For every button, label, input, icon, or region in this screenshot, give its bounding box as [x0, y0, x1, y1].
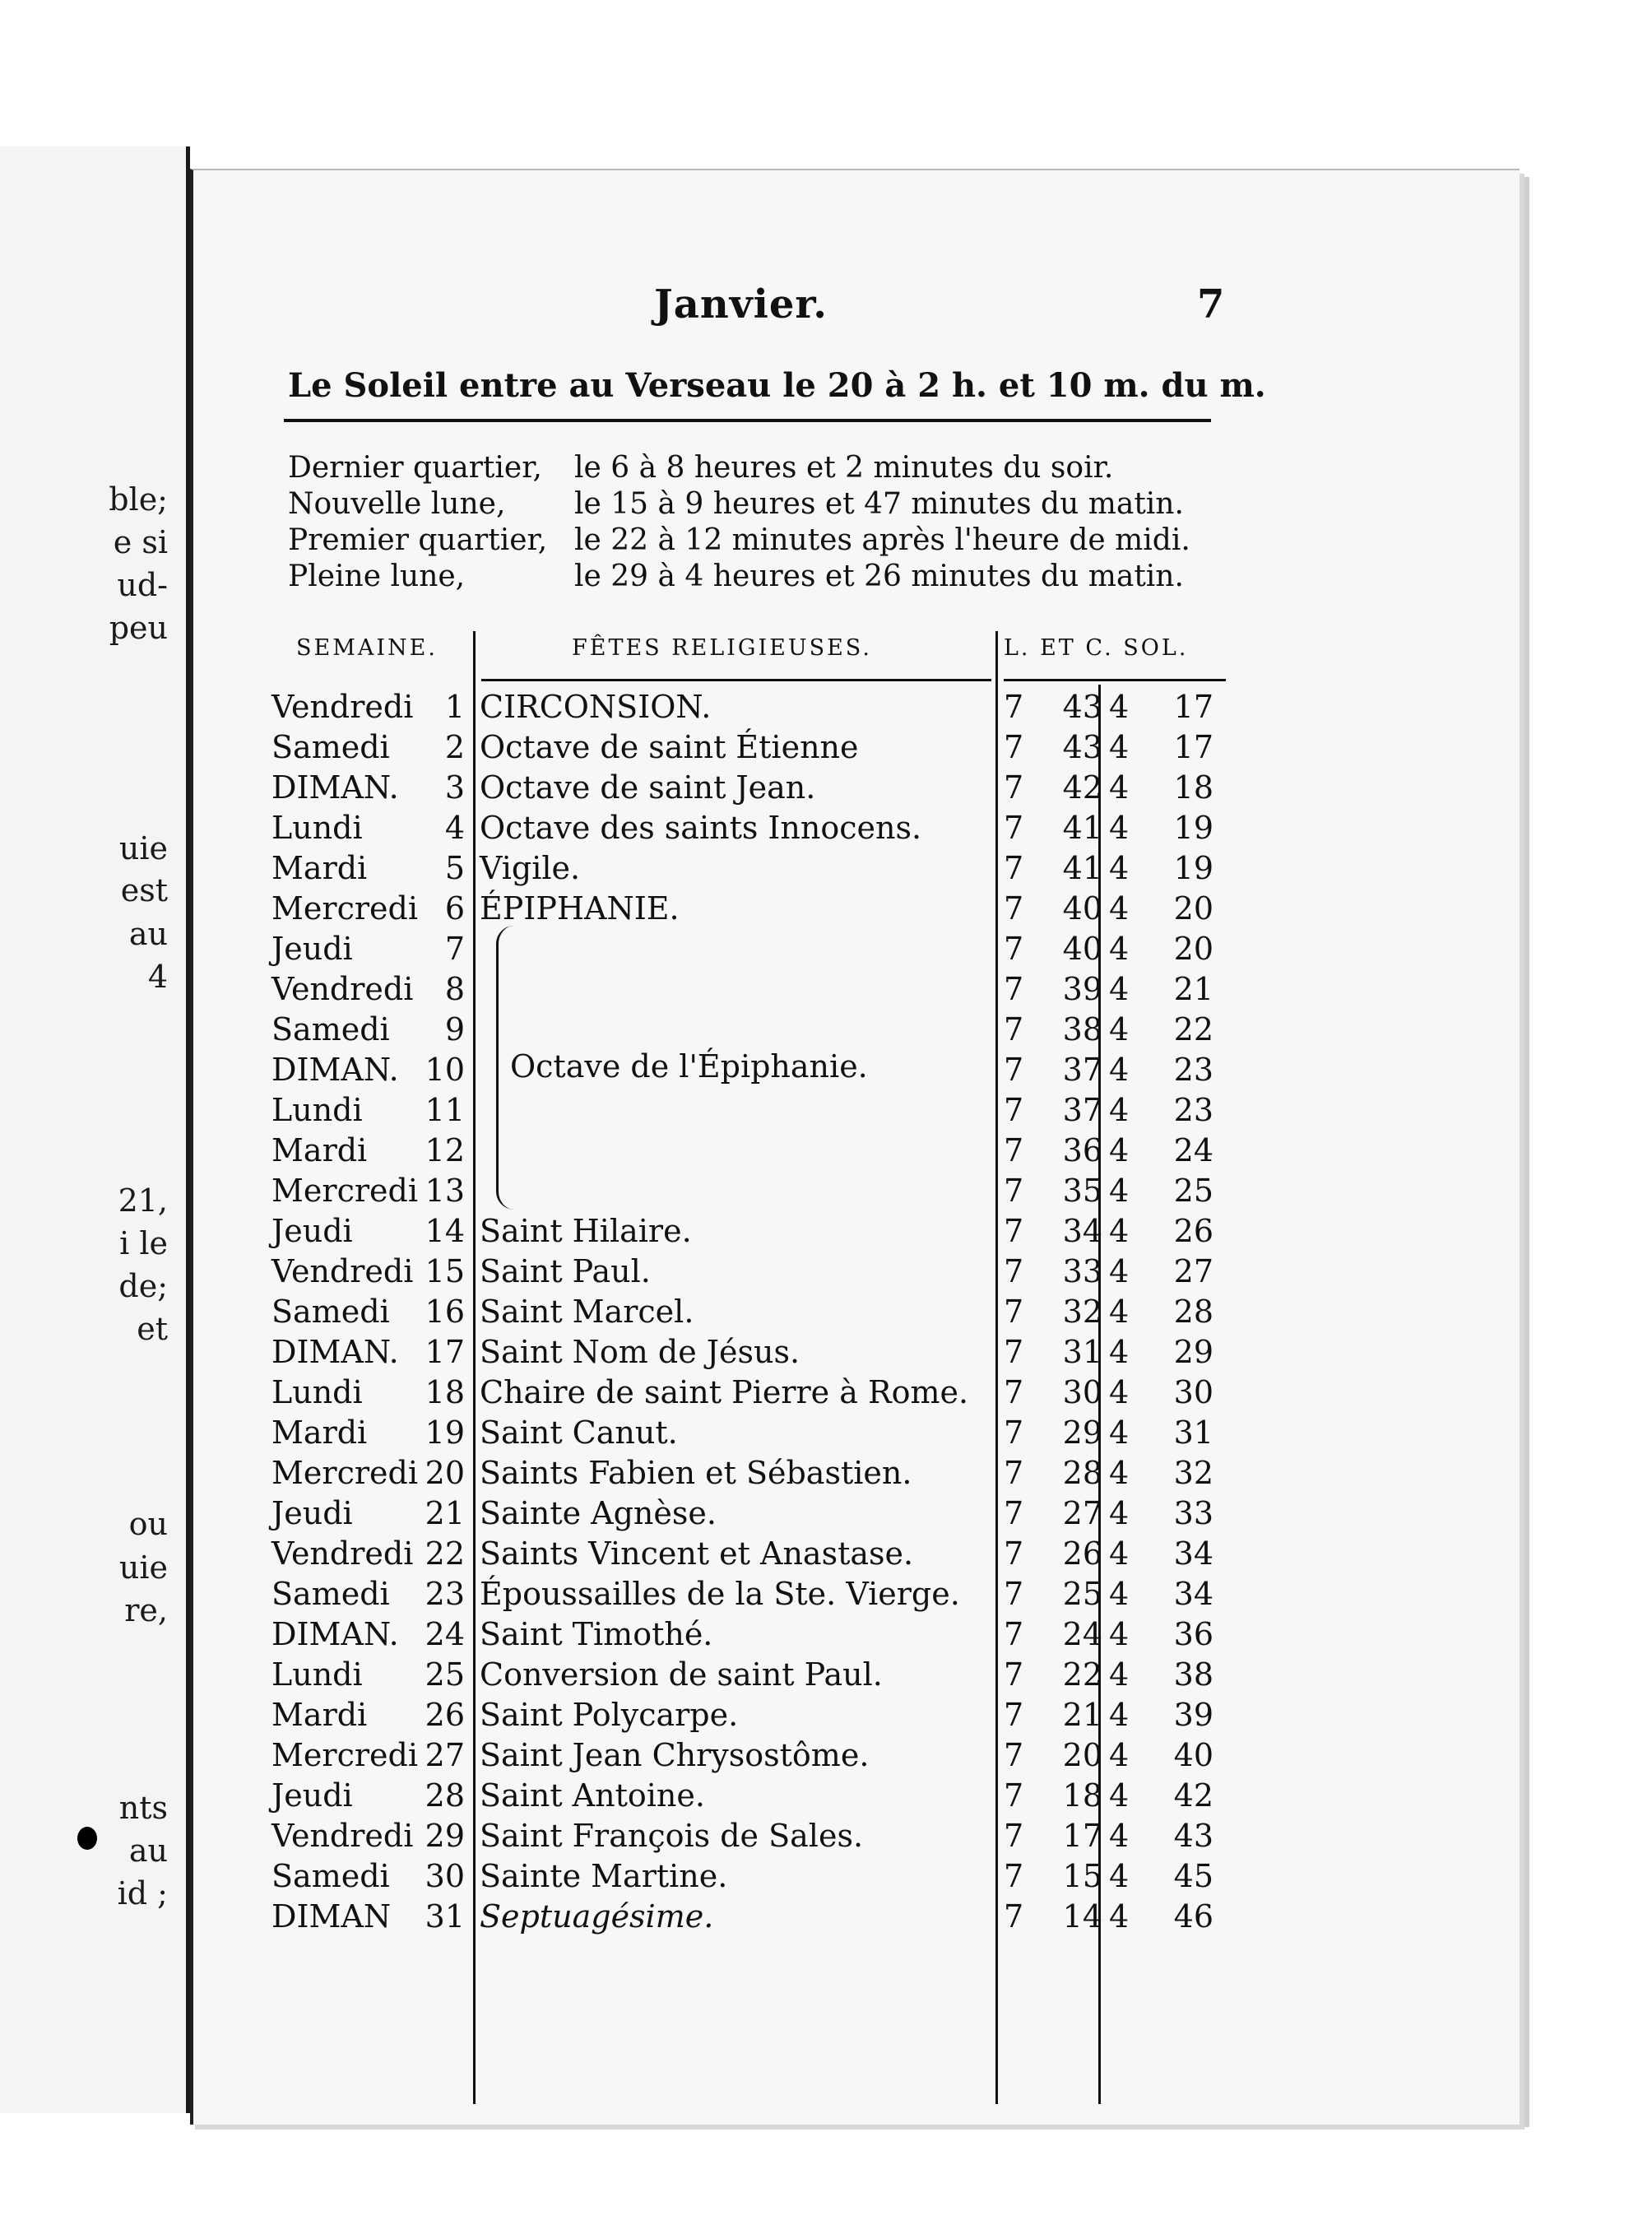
left-page-text: 21, [118, 1182, 168, 1219]
sunrise-hour-cell: 7 [1004, 1173, 1024, 1209]
sunset-minute-cell: 34 [1173, 1535, 1213, 1572]
sunset-hour-cell: 4 [1109, 1777, 1130, 1814]
feast-cell: Chaire de saint Pierre à Rome. [480, 1374, 969, 1410]
table-row [193, 1493, 1263, 1534]
table-row [193, 1897, 1263, 1937]
table-row [193, 727, 1263, 768]
table-row [193, 1655, 1263, 1695]
sunset-minute-cell: 23 [1173, 1052, 1213, 1088]
date-cell: 1 [444, 689, 465, 725]
sunrise-minute-cell: 39 [1062, 971, 1102, 1007]
sunset-minute-cell: 39 [1173, 1697, 1213, 1733]
sunset-hour-cell: 4 [1109, 850, 1130, 886]
sunset-minute-cell: 20 [1173, 890, 1213, 927]
day-cell: Vendredi [271, 1818, 414, 1854]
table-row [193, 1090, 1263, 1131]
sunrise-hour-cell: 7 [1004, 1576, 1024, 1612]
day-cell: Mardi [271, 1697, 368, 1733]
left-page-text: est [120, 872, 168, 908]
sunrise-hour-cell: 7 [1004, 890, 1024, 927]
header-sol: L. ET C. SOL. [1004, 635, 1189, 661]
sunset-minute-cell: 33 [1173, 1495, 1213, 1531]
sunrise-hour-cell: 7 [1004, 1777, 1024, 1814]
sunset-hour-cell: 4 [1109, 1858, 1130, 1894]
sunrise-hour-cell: 7 [1004, 1495, 1024, 1531]
feast-cell: Saint Nom de Jésus. [480, 1334, 800, 1370]
date-cell: 14 [425, 1213, 465, 1249]
day-cell: Jeudi [271, 1213, 353, 1249]
date-cell: 29 [425, 1818, 465, 1854]
sunset-hour-cell: 4 [1109, 1294, 1130, 1330]
sunset-minute-cell: 36 [1173, 1616, 1213, 1652]
table-row [193, 1252, 1263, 1292]
sunrise-minute-cell: 34 [1062, 1213, 1102, 1249]
sunset-minute-cell: 26 [1173, 1213, 1213, 1249]
feast-cell: Sainte Agnèse. [480, 1495, 717, 1531]
sunrise-hour-cell: 7 [1004, 1294, 1024, 1330]
sunrise-hour-cell: 7 [1004, 810, 1024, 846]
sunset-minute-cell: 31 [1173, 1414, 1213, 1451]
feast-cell: Conversion de saint Paul. [480, 1656, 883, 1693]
feast-cell: Saint François de Sales. [480, 1818, 864, 1854]
day-cell: DIMAN. [271, 1616, 399, 1652]
page-title: Janvier. [654, 281, 828, 327]
feast-cell: Époussailles de la Ste. Vierge. [480, 1576, 960, 1612]
date-cell: 8 [444, 971, 465, 1007]
sunset-hour-cell: 4 [1109, 1535, 1130, 1572]
table-row [193, 1413, 1263, 1453]
moon-phase-text: le 6 à 8 heures et 2 minutes du soir. [574, 451, 1114, 485]
table-row [193, 687, 1263, 727]
sunset-hour-cell: 4 [1109, 1616, 1130, 1652]
sunrise-hour-cell: 7 [1004, 1898, 1024, 1935]
sunrise-hour-cell: 7 [1004, 1374, 1024, 1410]
left-page-text: 4 [147, 959, 168, 995]
date-cell: 22 [425, 1535, 465, 1572]
sunset-hour-cell: 4 [1109, 1737, 1130, 1773]
day-cell: Lundi [271, 1374, 363, 1410]
sunrise-hour-cell: 7 [1004, 971, 1024, 1007]
left-page-text: uie [118, 1549, 168, 1586]
date-cell: 19 [425, 1414, 465, 1451]
sunrise-minute-cell: 41 [1062, 850, 1102, 886]
date-cell: 27 [425, 1737, 465, 1773]
sunset-hour-cell: 4 [1109, 931, 1130, 967]
sunset-hour-cell: 4 [1109, 1697, 1130, 1733]
date-cell: 23 [425, 1576, 465, 1612]
sunrise-hour-cell: 7 [1004, 1697, 1024, 1733]
header-rule [1004, 679, 1226, 681]
sunset-minute-cell: 19 [1173, 810, 1213, 846]
feast-cell: Saints Fabien et Sébastien. [480, 1455, 912, 1491]
sunset-hour-cell: 4 [1109, 1576, 1130, 1612]
feast-cell: Saint Paul. [480, 1253, 651, 1289]
date-cell: 21 [425, 1495, 465, 1531]
date-cell: 3 [444, 769, 465, 806]
sunset-minute-cell: 34 [1173, 1576, 1213, 1612]
sunset-hour-cell: 4 [1109, 1656, 1130, 1693]
feast-cell: Octave de saint Jean. [480, 769, 816, 806]
date-cell: 9 [444, 1011, 465, 1047]
table-row [193, 1574, 1263, 1614]
moon-phase-text: le 15 à 9 heures et 47 minutes du matin. [574, 487, 1184, 521]
left-page-text: ud- [117, 567, 168, 603]
date-cell: 2 [444, 729, 465, 765]
sunset-hour-cell: 4 [1109, 1818, 1130, 1854]
sunrise-minute-cell: 40 [1062, 931, 1102, 967]
sunset-hour-cell: 4 [1109, 1011, 1130, 1047]
day-cell: Mercredi [271, 1455, 418, 1491]
day-cell: DIMAN. [271, 1334, 399, 1370]
feast-cell: Octave des saints Innocens. [480, 810, 922, 846]
sunset-hour-cell: 4 [1109, 1253, 1130, 1289]
date-cell: 30 [425, 1858, 465, 1894]
day-cell: Vendredi [271, 971, 414, 1007]
sunrise-hour-cell: 7 [1004, 769, 1024, 806]
table-row [193, 1292, 1263, 1332]
sunset-minute-cell: 18 [1173, 769, 1213, 806]
left-page-text: i le [119, 1225, 168, 1261]
day-cell: DIMAN [271, 1898, 392, 1935]
sunset-hour-cell: 4 [1109, 769, 1130, 806]
left-page-text: de; [118, 1268, 168, 1304]
sunset-minute-cell: 27 [1173, 1253, 1213, 1289]
feast-cell: Octave de saint Étienne [480, 729, 859, 765]
feast-cell: Saint Polycarpe. [480, 1697, 739, 1733]
octave-label: Octave de l'Épiphanie. [510, 1048, 868, 1085]
feast-cell: CIRCONSION. [480, 689, 712, 725]
sunrise-hour-cell: 7 [1004, 1737, 1024, 1773]
sunset-minute-cell: 17 [1173, 729, 1213, 765]
ink-blot [77, 1827, 97, 1850]
day-cell: DIMAN. [271, 1052, 399, 1088]
day-cell: Lundi [271, 1656, 363, 1693]
sunset-minute-cell: 38 [1173, 1656, 1213, 1693]
sunset-hour-cell: 4 [1109, 1052, 1130, 1088]
left-page-text: uie [118, 830, 168, 866]
moon-phase-row [288, 560, 1184, 593]
date-cell: 5 [444, 850, 465, 886]
table-row [193, 1332, 1263, 1373]
moon-phase-row [288, 524, 1190, 557]
date-cell: 6 [444, 890, 465, 927]
sunrise-hour-cell: 7 [1004, 1656, 1024, 1693]
day-cell: DIMAN. [271, 769, 399, 806]
moon-phase-name: Premier quartier, [288, 523, 548, 557]
moon-phase-name: Nouvelle lune, [288, 487, 506, 521]
sunrise-hour-cell: 7 [1004, 729, 1024, 765]
date-cell: 26 [425, 1697, 465, 1733]
sunrise-hour-cell: 7 [1004, 1455, 1024, 1491]
sunset-minute-cell: 46 [1173, 1898, 1213, 1935]
date-cell: 16 [425, 1294, 465, 1330]
sunset-minute-cell: 21 [1173, 971, 1213, 1007]
left-page-text: nts [118, 1790, 168, 1826]
sunrise-minute-cell: 17 [1062, 1818, 1102, 1854]
day-cell: Jeudi [271, 1777, 353, 1814]
page-number: 7 [1197, 281, 1225, 327]
table-row [193, 1131, 1263, 1171]
sunset-hour-cell: 4 [1109, 1213, 1130, 1249]
sunrise-hour-cell: 7 [1004, 1334, 1024, 1370]
sunrise-minute-cell: 28 [1062, 1455, 1102, 1491]
sunset-hour-cell: 4 [1109, 1898, 1130, 1935]
left-page-text: re, [124, 1592, 168, 1628]
sunset-hour-cell: 4 [1109, 1334, 1130, 1370]
table-row [193, 1534, 1263, 1574]
feast-cell: Saint Hilaire. [480, 1213, 692, 1249]
date-cell: 17 [425, 1334, 465, 1370]
header-fetes: FÊTES RELIGIEUSES. [572, 635, 872, 661]
table-row [193, 1776, 1263, 1816]
table-row [193, 889, 1263, 929]
table-row [193, 1614, 1263, 1655]
date-cell: 24 [425, 1616, 465, 1652]
day-cell: Mercredi [271, 890, 418, 927]
sunrise-minute-cell: 27 [1062, 1495, 1102, 1531]
sunrise-hour-cell: 7 [1004, 1213, 1024, 1249]
sunrise-minute-cell: 21 [1062, 1697, 1102, 1733]
sunset-minute-cell: 42 [1173, 1777, 1213, 1814]
table-row [193, 1373, 1263, 1413]
sunset-hour-cell: 4 [1109, 1132, 1130, 1168]
day-cell: Vendredi [271, 689, 414, 725]
feast-cell: Saints Vincent et Anastase. [480, 1535, 914, 1572]
table-row [193, 1171, 1263, 1211]
day-cell: Vendredi [271, 1535, 414, 1572]
sunrise-minute-cell: 14 [1062, 1898, 1102, 1935]
day-cell: Lundi [271, 810, 363, 846]
table-row [193, 808, 1263, 848]
sunset-minute-cell: 17 [1173, 689, 1213, 725]
table-row [193, 848, 1263, 889]
sunrise-minute-cell: 30 [1062, 1374, 1102, 1410]
table-row [193, 1816, 1263, 1856]
sunrise-minute-cell: 33 [1062, 1253, 1102, 1289]
moon-phase-text: le 22 à 12 minutes après l'heure de midi. [574, 523, 1190, 557]
sunset-hour-cell: 4 [1109, 1414, 1130, 1451]
left-page-text: id ; [117, 1875, 168, 1911]
sunrise-hour-cell: 7 [1004, 1858, 1024, 1894]
header-semaine: SEMAINE. [296, 635, 438, 661]
table-row [193, 1010, 1263, 1050]
sunrise-minute-cell: 41 [1062, 810, 1102, 846]
left-page-text: au [128, 916, 168, 952]
sunrise-hour-cell: 7 [1004, 1092, 1024, 1128]
sunrise-minute-cell: 26 [1062, 1535, 1102, 1572]
sunset-hour-cell: 4 [1109, 1455, 1130, 1491]
almanac-page [190, 169, 1520, 2125]
left-page-text: e si [113, 524, 168, 560]
date-cell: 31 [425, 1898, 465, 1935]
table-row [193, 1735, 1263, 1776]
feast-cell: Saint Jean Chrysostôme. [480, 1737, 870, 1773]
sunrise-hour-cell: 7 [1004, 931, 1024, 967]
sunset-hour-cell: 4 [1109, 1374, 1130, 1410]
sunrise-hour-cell: 7 [1004, 1132, 1024, 1168]
feast-cell: Saint Marcel. [480, 1294, 694, 1330]
sunrise-minute-cell: 24 [1062, 1616, 1102, 1652]
sunrise-minute-cell: 42 [1062, 769, 1102, 806]
sunrise-hour-cell: 7 [1004, 1052, 1024, 1088]
sunset-minute-cell: 32 [1173, 1455, 1213, 1491]
sunrise-hour-cell: 7 [1004, 1011, 1024, 1047]
moon-phase-name: Pleine lune, [288, 560, 466, 593]
sunrise-minute-cell: 15 [1062, 1858, 1102, 1894]
sunrise-hour-cell: 7 [1004, 1535, 1024, 1572]
sunset-hour-cell: 4 [1109, 810, 1130, 846]
feast-cell: Saint Canut. [480, 1414, 678, 1451]
sunrise-minute-cell: 38 [1062, 1011, 1102, 1047]
date-cell: 18 [425, 1374, 465, 1410]
sunrise-minute-cell: 35 [1062, 1173, 1102, 1209]
date-cell: 10 [425, 1052, 465, 1088]
table-row [193, 1695, 1263, 1735]
sunrise-minute-cell: 25 [1062, 1576, 1102, 1612]
date-cell: 28 [425, 1777, 465, 1814]
day-cell: Mardi [271, 1132, 368, 1168]
date-cell: 4 [444, 810, 465, 846]
moon-phase-row [288, 452, 1113, 485]
sunrise-minute-cell: 32 [1062, 1294, 1102, 1330]
sunset-minute-cell: 19 [1173, 850, 1213, 886]
sunset-hour-cell: 4 [1109, 1173, 1130, 1209]
feast-cell: Saint Timothé. [480, 1616, 713, 1652]
sunset-minute-cell: 20 [1173, 931, 1213, 967]
feast-cell: Saint Antoine. [480, 1777, 705, 1814]
day-cell: Jeudi [271, 931, 353, 967]
table-row [193, 1453, 1263, 1493]
sunrise-hour-cell: 7 [1004, 1253, 1024, 1289]
sunset-hour-cell: 4 [1109, 971, 1130, 1007]
sunrise-minute-cell: 43 [1062, 689, 1102, 725]
sunset-minute-cell: 24 [1173, 1132, 1213, 1168]
sunset-hour-cell: 4 [1109, 729, 1130, 765]
sunrise-hour-cell: 7 [1004, 689, 1024, 725]
sun-entry-line: Le Soleil entre au Verseau le 20 à 2 h. et 10 m. du m. [288, 366, 1266, 405]
sunrise-hour-cell: 7 [1004, 1414, 1024, 1451]
sunset-minute-cell: 29 [1173, 1334, 1213, 1370]
moon-phase-text: le 29 à 4 heures et 26 minutes du matin. [574, 560, 1184, 593]
sunset-minute-cell: 25 [1173, 1173, 1213, 1209]
sunset-minute-cell: 43 [1173, 1818, 1213, 1854]
day-cell: Mardi [271, 1414, 368, 1451]
header-rule [481, 679, 991, 681]
date-cell: 7 [444, 931, 465, 967]
day-cell: Mardi [271, 850, 368, 886]
day-cell: Samedi [271, 1294, 390, 1330]
feast-cell: Sainte Martine. [480, 1858, 728, 1894]
feast-cell: Septuagésime. [480, 1898, 714, 1935]
left-page-text: au [128, 1832, 168, 1869]
sunset-minute-cell: 23 [1173, 1092, 1213, 1128]
sunset-hour-cell: 4 [1109, 689, 1130, 725]
day-cell: Mercredi [271, 1173, 418, 1209]
sunrise-minute-cell: 29 [1062, 1414, 1102, 1451]
moon-phase-row [288, 488, 1184, 521]
date-cell: 25 [425, 1656, 465, 1693]
day-cell: Vendredi [271, 1253, 414, 1289]
day-cell: Samedi [271, 1576, 390, 1612]
sunrise-hour-cell: 7 [1004, 1616, 1024, 1652]
sunrise-hour-cell: 7 [1004, 1818, 1024, 1854]
date-cell: 13 [425, 1173, 465, 1209]
date-cell: 20 [425, 1455, 465, 1491]
sunrise-minute-cell: 43 [1062, 729, 1102, 765]
sunrise-minute-cell: 18 [1062, 1777, 1102, 1814]
day-cell: Lundi [271, 1092, 363, 1128]
sunset-hour-cell: 4 [1109, 890, 1130, 927]
sunrise-minute-cell: 40 [1062, 890, 1102, 927]
day-cell: Mercredi [271, 1737, 418, 1773]
sunset-minute-cell: 45 [1173, 1858, 1213, 1894]
sunrise-minute-cell: 20 [1062, 1737, 1102, 1773]
sunset-minute-cell: 30 [1173, 1374, 1213, 1410]
sunrise-minute-cell: 22 [1062, 1656, 1102, 1693]
sunrise-minute-cell: 36 [1062, 1132, 1102, 1168]
day-cell: Samedi [271, 1858, 390, 1894]
sunset-minute-cell: 40 [1173, 1737, 1213, 1773]
table-row [193, 969, 1263, 1010]
day-cell: Samedi [271, 729, 390, 765]
table-row [193, 1211, 1263, 1252]
day-cell: Jeudi [271, 1495, 353, 1531]
sunset-hour-cell: 4 [1109, 1092, 1130, 1128]
date-cell: 15 [425, 1253, 465, 1289]
table-row [193, 768, 1263, 808]
sunset-hour-cell: 4 [1109, 1495, 1130, 1531]
sunrise-minute-cell: 37 [1062, 1052, 1102, 1088]
left-page-text: et [137, 1311, 168, 1347]
date-cell: 12 [425, 1132, 465, 1168]
sunrise-hour-cell: 7 [1004, 850, 1024, 886]
sunset-minute-cell: 22 [1173, 1011, 1213, 1047]
sunrise-minute-cell: 31 [1062, 1334, 1102, 1370]
sunset-minute-cell: 28 [1173, 1294, 1213, 1330]
left-page-text: peu [109, 610, 168, 646]
sunrise-minute-cell: 37 [1062, 1092, 1102, 1128]
day-cell: Samedi [271, 1011, 390, 1047]
table-row [193, 1856, 1263, 1897]
table-row [193, 929, 1263, 969]
left-page-text: ou [128, 1506, 168, 1542]
moon-phase-name: Dernier quartier, [288, 451, 542, 485]
feast-cell: ÉPIPHANIE. [480, 890, 680, 927]
feast-cell: Vigile. [480, 850, 581, 886]
left-facing-page [0, 146, 190, 2113]
left-page-text: ble; [109, 481, 168, 518]
title-rule [284, 419, 1211, 422]
date-cell: 11 [425, 1092, 465, 1128]
